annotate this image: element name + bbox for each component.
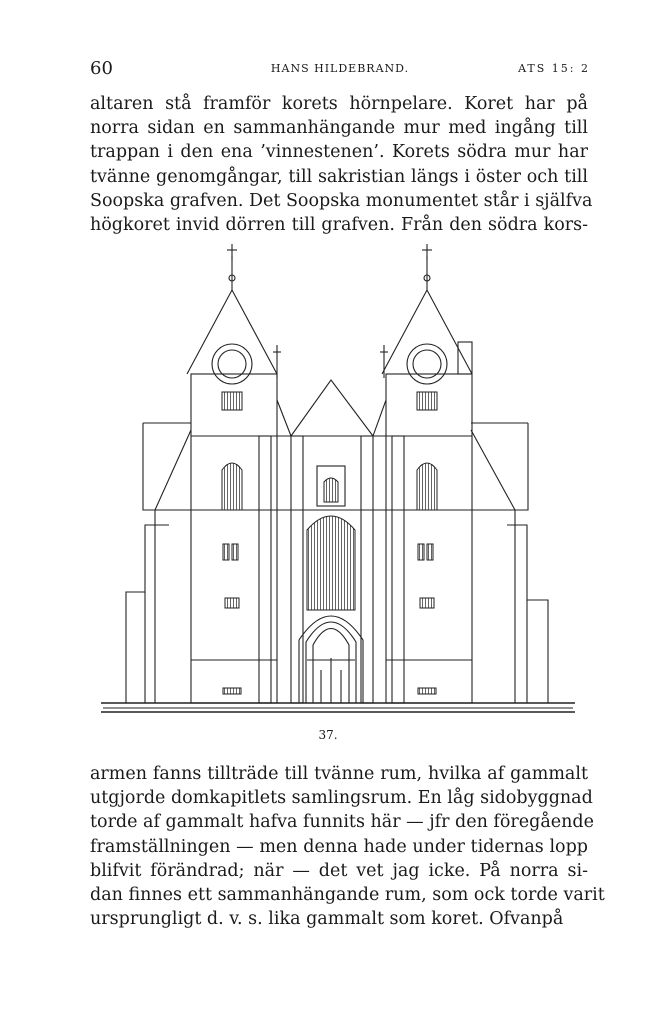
text-line: ursprungligt d. v. s. lika gammalt som koret. Ofvanpå: [90, 909, 564, 930]
page-header: [90, 58, 590, 80]
page-number: 60: [90, 58, 113, 79]
paragraph-bottom: [90, 762, 605, 931]
text-line: blifvit förändrad; när — det vet jag icke. På norra si-: [90, 860, 588, 881]
church-facade-drawing-icon: [95, 240, 583, 720]
figure-caption: 37.: [318, 728, 338, 742]
text-line: dan finnes ett sammanhängande rum, som ock torde varit: [90, 885, 605, 906]
text-line: altaren stå framför korets hörnpelare. Koret har på: [90, 94, 588, 114]
church-facade-figure: [95, 240, 583, 720]
text-line: framställningen — men denna hade under tidernas lopp: [90, 836, 588, 857]
text-line: högkoret invid dörren till grafven. Från den södra kors-: [90, 215, 588, 236]
text-line: torde af gammalt hafva funnits här — jfr den föregående: [90, 812, 594, 833]
text-line: tvänne genomgångar, till sakristian längs i öster och till: [90, 166, 588, 187]
running-title: HANS HILDEBRAND.: [270, 62, 410, 75]
text-line: Soopska grafven. Det Soopska monumentet står i själfva: [90, 190, 593, 211]
text-line: norra sidan en sammanhängande mur med ingång till: [90, 118, 588, 139]
text-line: utgjorde domkapitlets samlingsrum. En låg sidobyggnad: [90, 788, 593, 809]
text-line: armen fanns tillträde till tvänne rum, hvilka af gammalt: [90, 764, 588, 784]
journal-reference: ATS 15: 2: [518, 62, 590, 75]
text-line: trappan i den ena ’vinnestenen’. Korets södra mur har: [90, 142, 588, 163]
paragraph-top: [90, 92, 593, 237]
